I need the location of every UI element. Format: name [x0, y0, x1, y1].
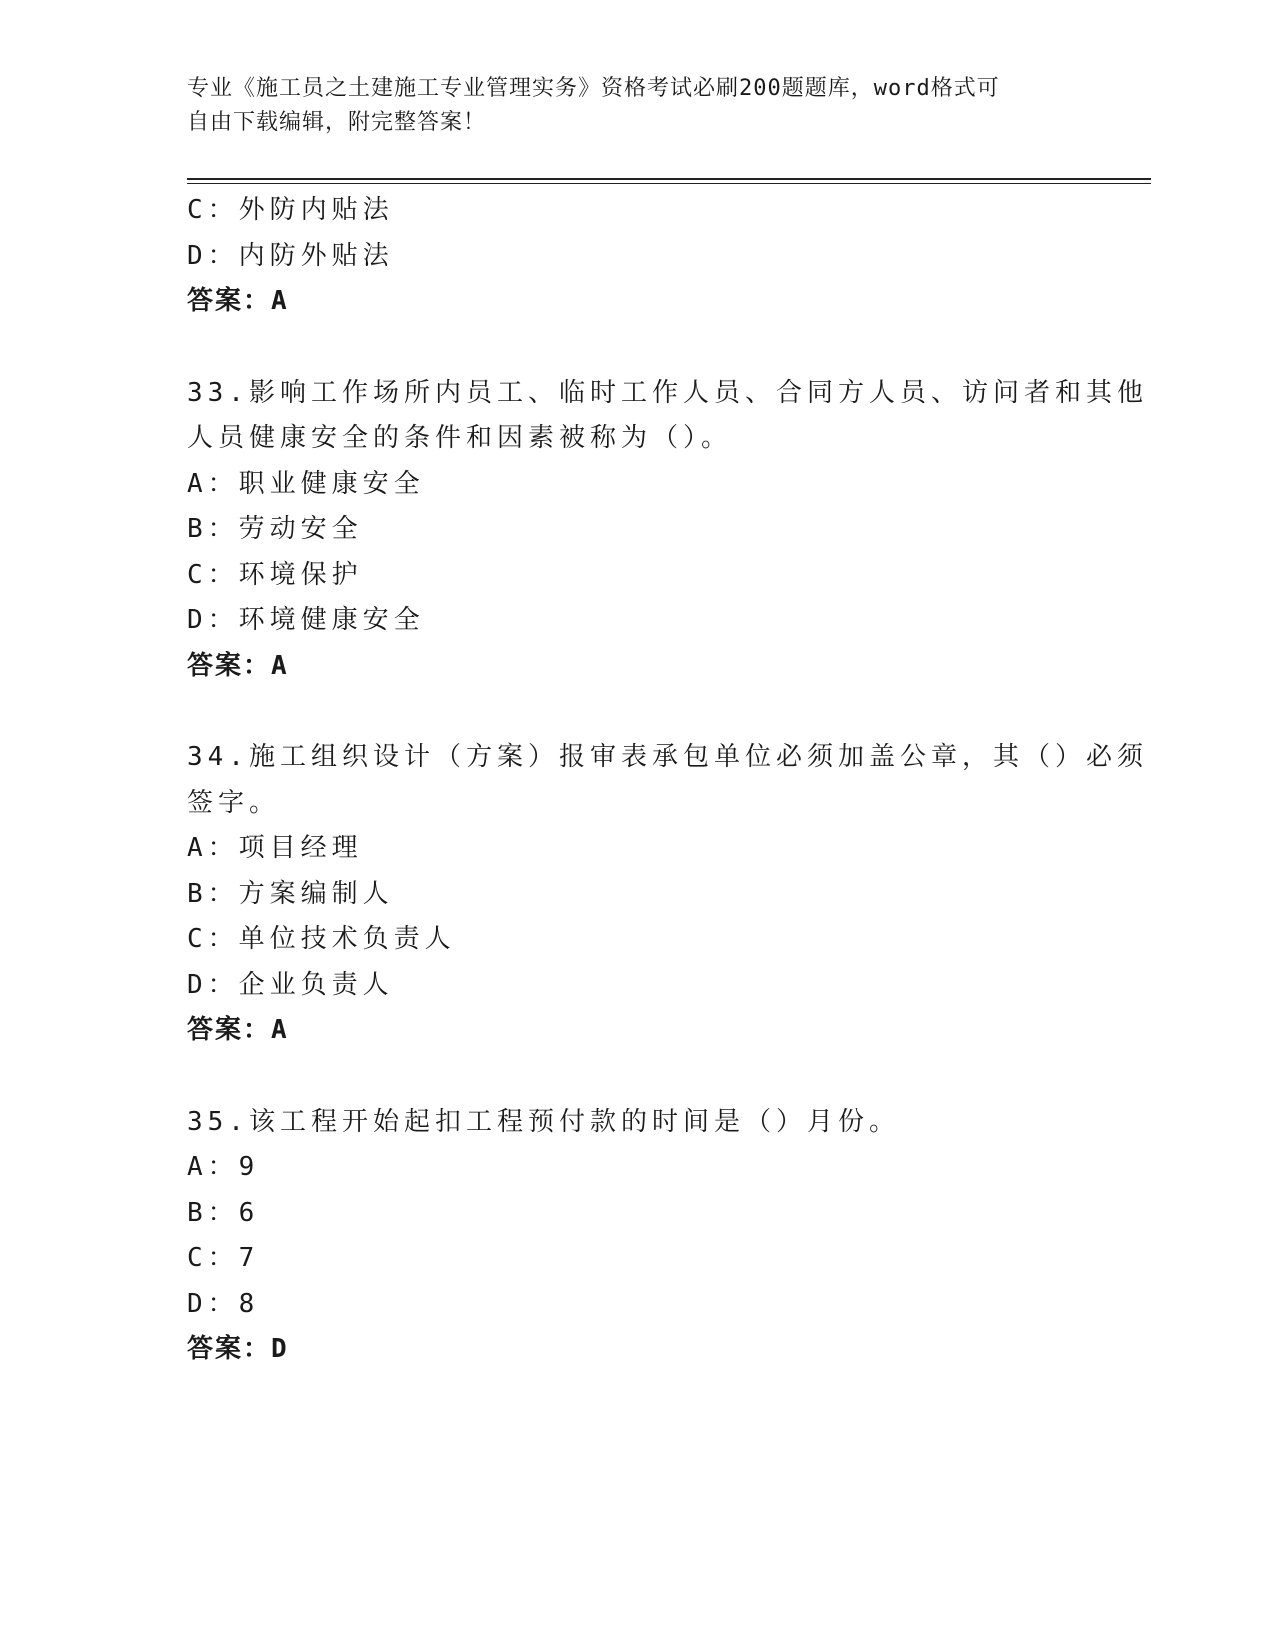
option-b: B：劳动安全 [187, 514, 363, 544]
option-a: A：9 [187, 1152, 260, 1182]
question-35 [187, 1100, 1087, 1373]
header-rule-thick [187, 178, 1151, 180]
question-33 [187, 371, 1148, 690]
question-text-line-1: 35.该工程开始起扣工程预付款的时间是（）月份。 [187, 1106, 900, 1137]
option-d: D：环境健康安全 [187, 605, 425, 635]
question-text-line-1: 34.施工组织设计（方案）报审表承包单位必须加盖公章，其（）必须 [187, 742, 1148, 772]
option-a: A：项目经理 [187, 833, 363, 863]
answer-line: 答案：A [187, 286, 289, 316]
option-c: C：单位技术负责人 [187, 924, 456, 954]
question-text-line-2: 人员健康安全的条件和因素被称为（）。 [187, 423, 733, 453]
document-header [187, 72, 1087, 140]
option-b: B：方案编制人 [187, 878, 394, 909]
option-a: A：职业健康安全 [187, 468, 425, 499]
answer-line: 答案：A [187, 1015, 289, 1045]
option-d: D：8 [187, 1288, 260, 1319]
option-b: B：6 [187, 1197, 260, 1228]
answer-line: 答案：A [187, 650, 289, 681]
question-text-line-2: 签字。 [187, 787, 281, 818]
answer-line: 答案：D [187, 1334, 289, 1364]
question-text-line-1: 33.影响工作场所内员工、临时工作人员、合同方人员、访问者和其他 [187, 377, 1148, 408]
header-line-2: 自由下载编辑，附完整答案！ [187, 110, 487, 135]
header-rule-thin [187, 183, 1151, 184]
question-32-tail [187, 188, 1087, 325]
question-34 [187, 735, 1148, 1054]
option-d: D：内防外贴法 [187, 240, 394, 271]
option-c: C：环境保护 [187, 559, 363, 590]
question-list [187, 188, 1148, 1373]
header-line-1: 专业《施工员之土建施工专业管理实务》资格考试必刷200题题库，word格式可 [187, 76, 1000, 101]
option-d: D：企业负责人 [187, 969, 394, 1000]
option-c: C：外防内贴法 [187, 195, 394, 225]
option-c: C：7 [187, 1243, 260, 1273]
